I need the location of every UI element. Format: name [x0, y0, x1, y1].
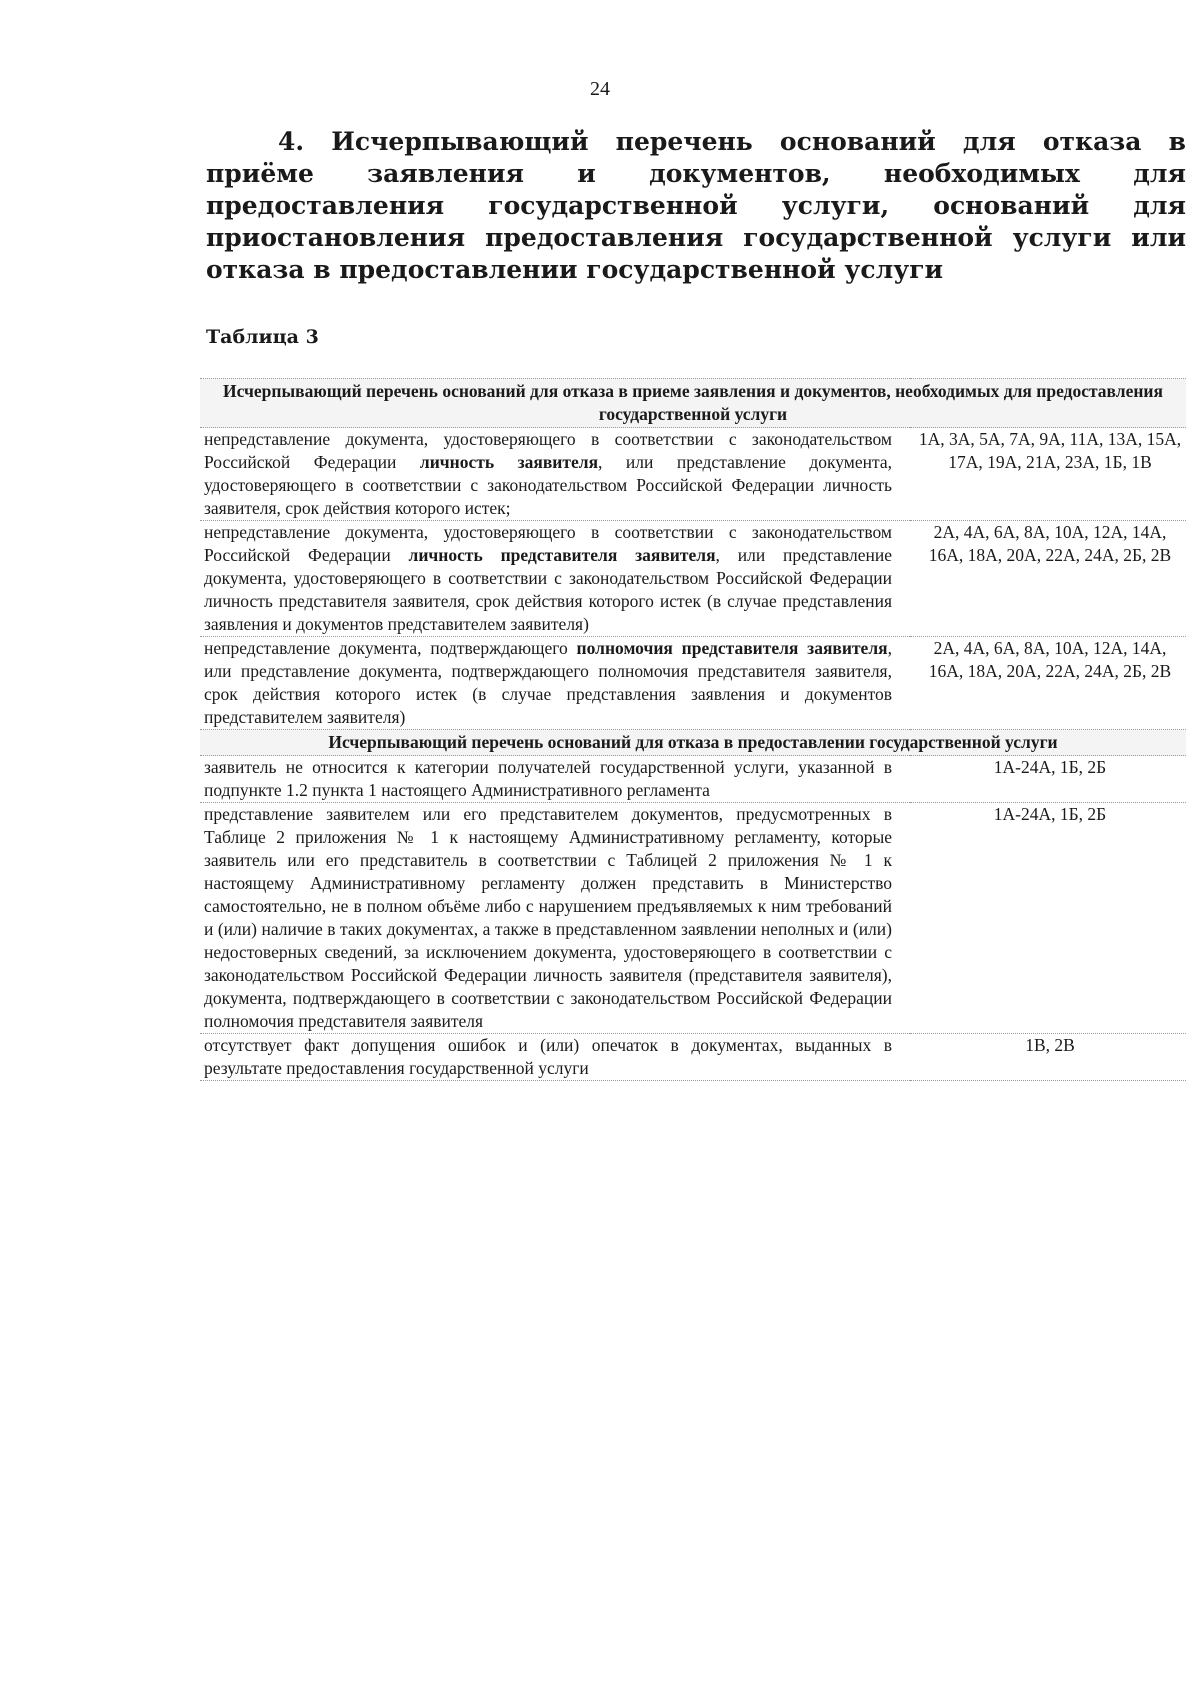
table-caption: Таблица 3: [206, 326, 319, 348]
applicability-codes: 1А-24А, 1Б, 2Б: [910, 756, 1186, 803]
reason-text: непредставление документа, удостоверяющего в соответствии с законодательством Российской Федерации: [204, 522, 892, 565]
table-section-header: [200, 379, 1186, 428]
section-title: Исчерпывающий перечень оснований для отказа в приеме заявления и документов, необходимых для предоставления государственной услуги: [200, 379, 1186, 428]
reason-text: непредставление документа, удостоверяющего в соответствии с законодательством Российской Федерации: [204, 429, 892, 472]
grounds-table: [200, 378, 1186, 1081]
applicability-codes: 1А-24А, 1Б, 2Б: [910, 803, 1186, 1034]
reason-text: , или представление документа, удостоверяющего в соответствии с законодательством Российской Федерации личность заявителя, срок действия которого истек;: [204, 452, 892, 518]
reason-cell: [200, 803, 910, 1034]
reason-text: , или представление документа, удостоверяющего в соответствии с законодательством Российской Федерации личность представителя заявителя, срок действия которого истек (в случае представления заявления и документов представителем заявителя): [204, 545, 893, 634]
reason-cell: [200, 428, 910, 521]
reason-emphasis: полномочия представителя заявителя: [576, 638, 888, 658]
section-heading: 4. Исчерпывающий перечень оснований для отказа в приёме заявления и документов, необходимых для предоставления государственной услуги, оснований для приостановления предоставления государственной услуги или отказа в предоставлении государственной услуги: [206, 127, 1186, 284]
table-row: [200, 756, 1186, 803]
reason-text: непредставление документа, подтверждающего: [204, 638, 577, 658]
reason-cell: [200, 521, 910, 637]
reason-text: , или представление документа, подтверждающего полномочия представителя заявителя, срок действия которого истек (в случае представления заявления и документов представителем заявителя): [204, 638, 892, 727]
applicability-codes: 2А, 4А, 6А, 8А, 10А, 12А, 14А, 16А, 18А, 20А, 22А, 24А, 2Б, 2В: [910, 637, 1186, 730]
reason-cell: [200, 756, 910, 803]
table-row: [200, 803, 1186, 1034]
reason-cell: [200, 1034, 910, 1081]
reason-text: отсутствует факт допущения ошибок и (или) опечаток в документах, выданных в результате предоставления государственной услуги: [204, 1035, 892, 1078]
applicability-codes: 1А, 3А, 5А, 7А, 9А, 11А, 13А, 15А, 17А, 19А, 21А, 23А, 1Б, 1В: [910, 428, 1186, 521]
table-row: [200, 1034, 1186, 1081]
table-row: [200, 637, 1186, 730]
applicability-codes: 1В, 2В: [910, 1034, 1186, 1081]
table-section-header: [200, 730, 1186, 756]
table-row: [200, 428, 1186, 521]
applicability-codes: 2А, 4А, 6А, 8А, 10А, 12А, 14А, 16А, 18А, 20А, 22А, 24А, 2Б, 2В: [910, 521, 1186, 637]
reason-emphasis: личность представителя заявителя: [408, 545, 716, 565]
reason-cell: [200, 637, 910, 730]
page-number: 24: [590, 78, 610, 100]
reason-text: заявитель не относится к категории получателей государственной услуги, указанной в подпункте 1.2 пункта 1 настоящего Административного регламента: [204, 757, 892, 800]
table-row: [200, 521, 1186, 637]
reason-emphasis: личность заявителя: [419, 452, 599, 472]
reason-text: представление заявителем или его представителем документов, предусмотренных в Таблице 2 приложения № 1 к настоящему Административному регламенту, которые заявитель или его представитель в соответствии с Таблицей 2 приложения № 1 к настоящему Административному регламенту должен представить в Министерство самостоятельно, не в полном объёме либо с нарушением предъявляемых к ним требований и (или) наличие в таких документах, а также в представленном заявлении неполных и (или) недостоверных сведений, за исключением документа, удостоверяющего в соответствии с законодательством Российской Федерации личность заявителя (представителя заявителя), документа, подтверждающего в соответствии с законодательством Российской Федерации полномочия представителя заявителя: [204, 804, 892, 1031]
section-title: Исчерпывающий перечень оснований для отказа в предоставлении государственной услуги: [200, 730, 1186, 756]
